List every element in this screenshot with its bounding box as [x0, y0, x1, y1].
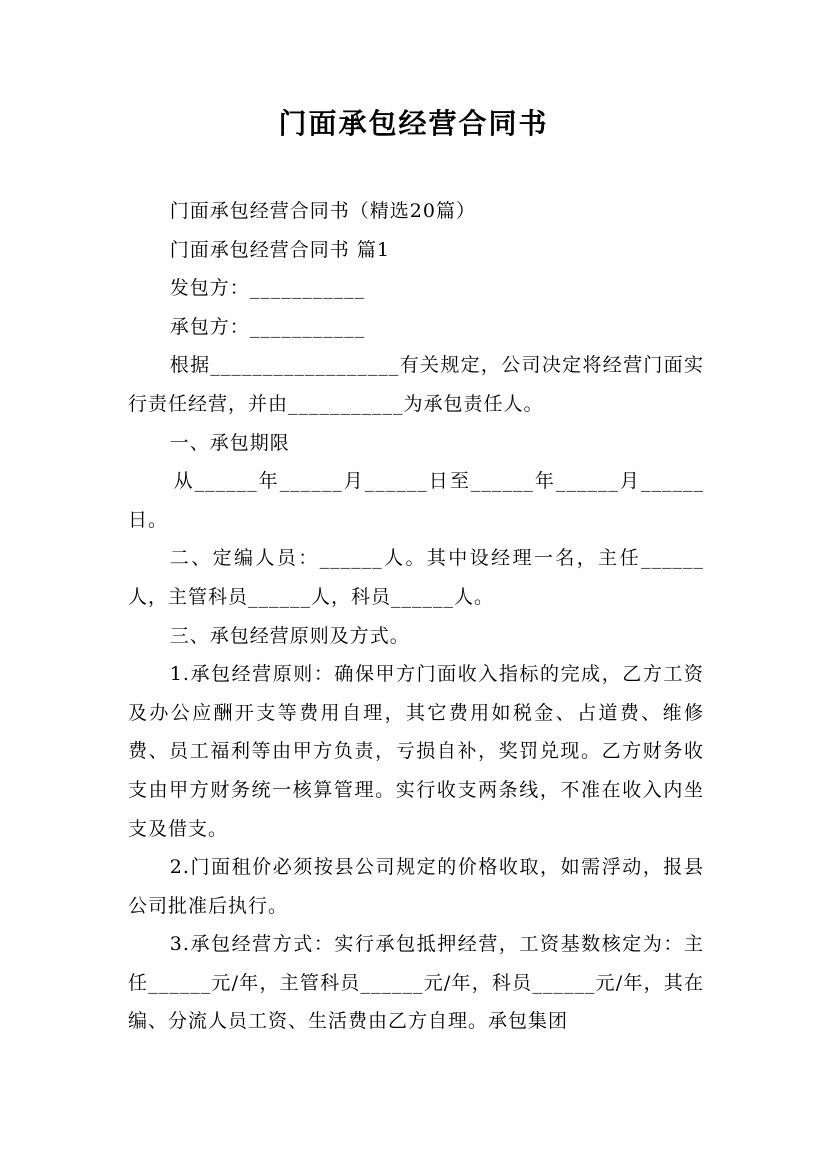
document-body	[128, 192, 704, 1041]
document-title: 门面承包经营合同书	[278, 107, 549, 140]
term-dates-paragraph: 从______年______月______日至______年______月______日。	[128, 470, 704, 531]
party-b-line: 承包方：___________	[169, 315, 366, 338]
principle-item-3: 3.承包经营方式：实行承包抵押经营，工资基数核定为：主任______元/年，主管科员______元/年，科员______元/年，其在编、分流人员工资、生活费由乙方自理。承包集团	[128, 933, 704, 1033]
principle-item-1: 1.承包经营原则：确保甲方门面收入指标的完成，乙方工资及办公应酬开支等费用自理，其它费用如税金、占道费、维修费、员工福利等由甲方负责，亏损自补，奖罚兑现。乙方财务收支由甲方财务统一核算管理。实行收支两条线，不准在收入内坐支及借支。	[128, 663, 704, 840]
staffing-paragraph: 二、定编人员：______人。其中设经理一名，主任______人，主管科员______人，科员______人。	[128, 547, 704, 608]
section-heading: 门面承包经营合同书 篇1	[169, 238, 390, 261]
clause-heading-principles: 三、承包经营原则及方式。	[169, 624, 410, 647]
basis-paragraph: 根据__________________有关规定，公司决定将经营门面实行责任经营，并由___________为承包责任人。	[128, 354, 704, 415]
party-a-line: 发包方：___________	[169, 277, 366, 300]
subtitle-paragraph: 门面承包经营合同书（精选20篇）	[169, 200, 476, 222]
principle-item-2: 2.门面租价必须按县公司规定的价格收取，如需浮动，报县公司批准后执行。	[128, 856, 704, 917]
clause-heading-term: 一、承包期限	[169, 431, 290, 454]
